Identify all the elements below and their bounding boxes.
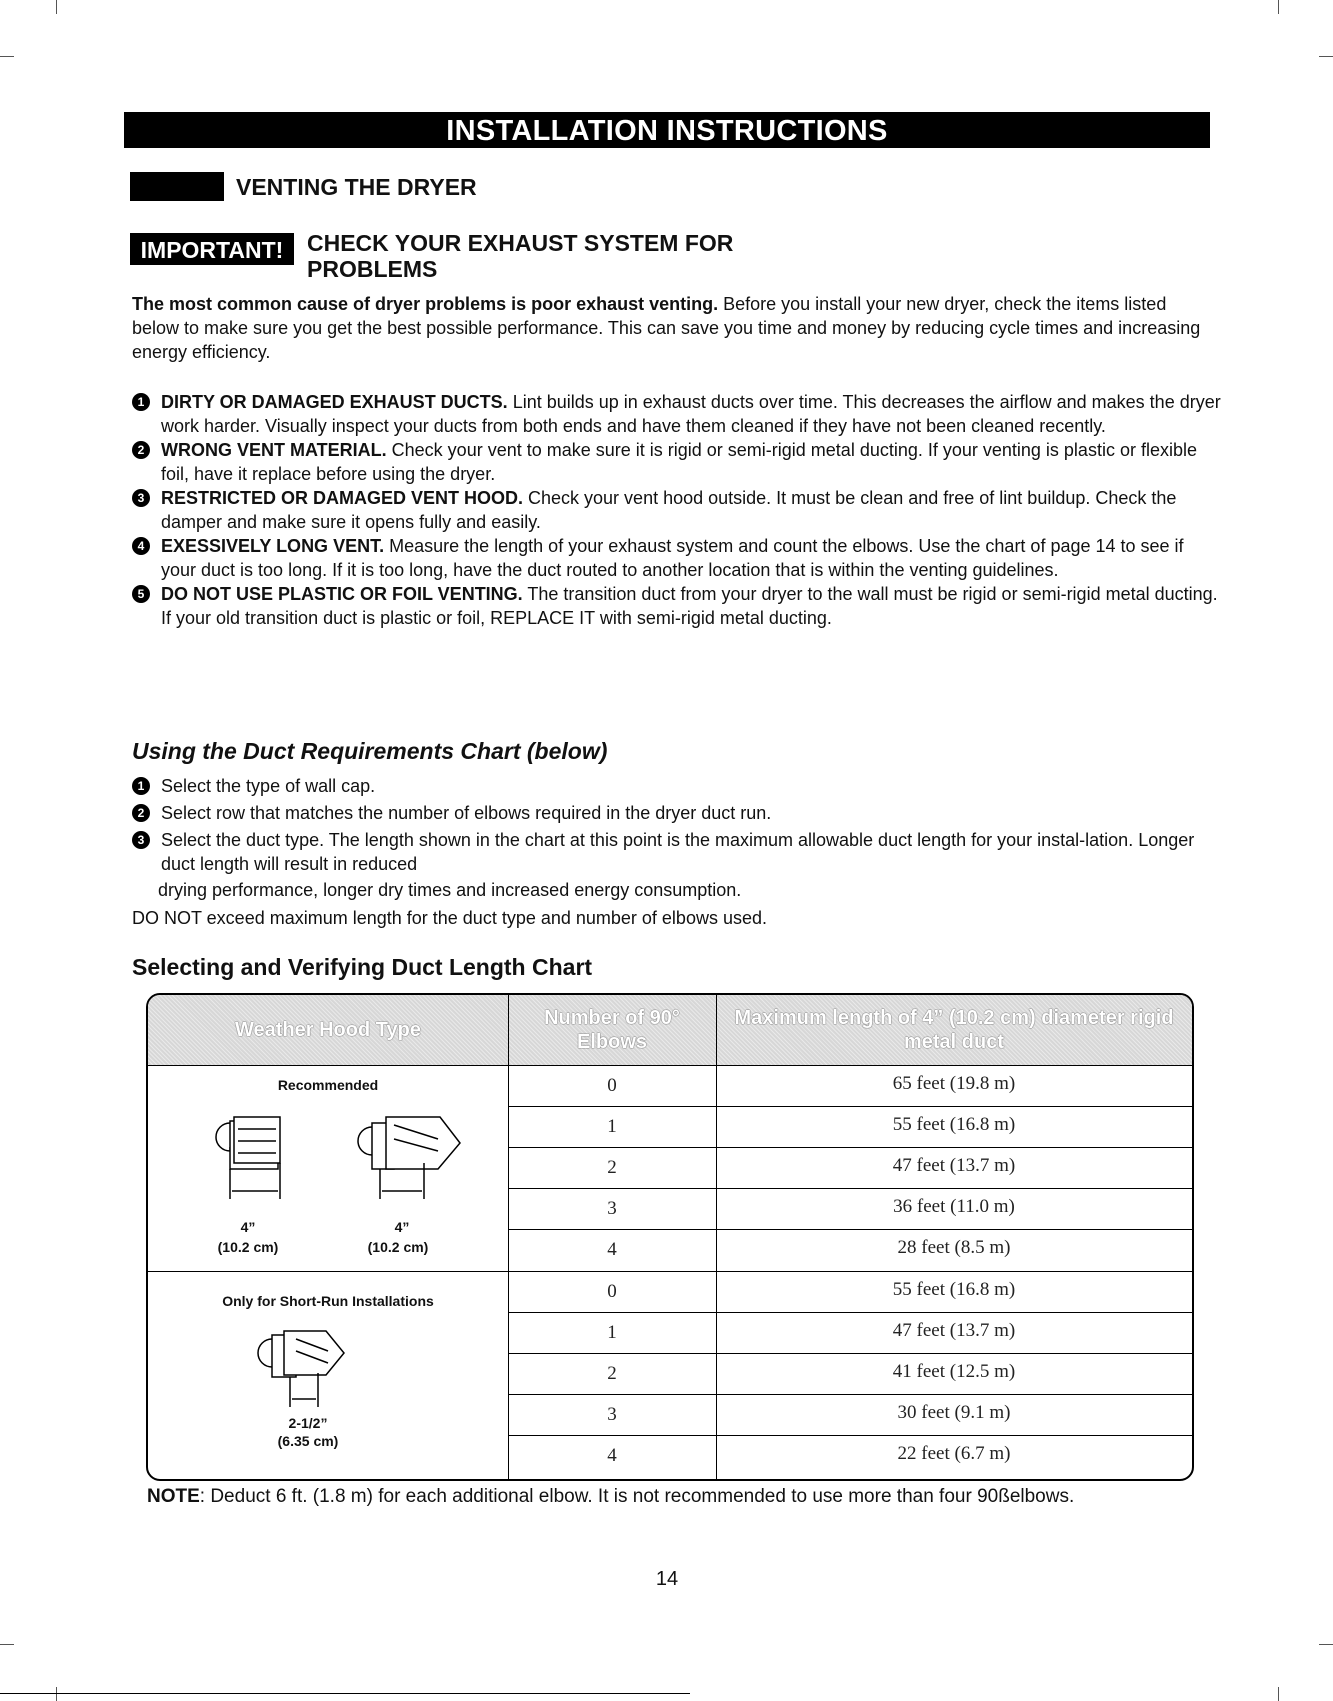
crop-mark bbox=[1278, 0, 1279, 14]
number-badge: 3 bbox=[132, 831, 150, 849]
number-badge: 2 bbox=[132, 441, 150, 459]
length-cell: 41 feet (12.5 m) bbox=[892, 1361, 1016, 1382]
elbows-cell: 3 bbox=[607, 1404, 617, 1425]
length-cell: 30 feet (9.1 m) bbox=[897, 1402, 1011, 1423]
number-badge: 1 bbox=[132, 393, 150, 411]
section-marker bbox=[130, 172, 224, 201]
header-label: Number of 90° bbox=[544, 1007, 680, 1029]
header-label: Elbows bbox=[576, 1031, 647, 1053]
item-title: EXESSIVELY LONG VENT. bbox=[161, 536, 385, 556]
list-item bbox=[132, 390, 1222, 438]
elbows-cell: 4 bbox=[607, 1445, 617, 1466]
crop-mark bbox=[1319, 56, 1333, 57]
elbows-cell: 2 bbox=[607, 1363, 617, 1384]
length-cell: 36 feet (11.0 m) bbox=[893, 1196, 1015, 1217]
length-cell: 65 feet (19.8 m) bbox=[892, 1073, 1016, 1094]
step-text: Select row that matches the number of elbows required in the dryer duct run. bbox=[161, 803, 772, 823]
length-cell: 28 feet (8.5 m) bbox=[897, 1237, 1011, 1258]
crop-mark bbox=[0, 56, 14, 57]
header-max-length bbox=[716, 995, 1192, 1065]
item-text: The transition duct from your dryer to the wall must be rigid or semi-rigid metal ducting. If your old transition duct is plastic or foil, REPLACE IT with semi-rigid metal ducting. bbox=[161, 584, 1218, 628]
important-title: CHECK YOUR EXHAUST SYSTEM FOR PROBLEMS bbox=[307, 230, 734, 282]
bottom-rule bbox=[0, 1693, 690, 1694]
length-cell: 55 feet (16.8 m) bbox=[892, 1114, 1016, 1135]
elbows-cell: 3 bbox=[607, 1198, 617, 1219]
crop-mark bbox=[1319, 1644, 1333, 1645]
item-text: Check your vent hood outside. It must be clean and free of lint buildup. Check the damper and make sure it opens fully and easily. bbox=[161, 488, 1177, 532]
dim-inch: 2-1/2” bbox=[288, 1415, 328, 1431]
dim-inch: 4” bbox=[394, 1219, 410, 1235]
item-text: Check your vent to make sure it is rigid or semi-rigid metal ducting. If your venting is plastic or flexible foil, have it replace before using the dryer. bbox=[161, 440, 1197, 484]
header-label: metal duct bbox=[903, 1031, 1005, 1053]
dim-cm: (10.2 cm) bbox=[367, 1239, 429, 1255]
list-item bbox=[132, 828, 1222, 876]
usage-steps bbox=[132, 774, 1222, 876]
header-hood-type bbox=[148, 995, 508, 1065]
number-badge: 1 bbox=[132, 777, 150, 795]
item-title: WRONG VENT MATERIAL. bbox=[161, 440, 387, 460]
elbows-cell: 2 bbox=[607, 1157, 617, 1178]
header-elbows bbox=[508, 995, 716, 1065]
list-item bbox=[132, 801, 1222, 825]
item-title: DO NOT USE PLASTIC OR FOIL VENTING. bbox=[161, 584, 523, 604]
problem-list bbox=[132, 390, 1222, 630]
recommended-hood-diagrams bbox=[148, 1099, 508, 1211]
list-item bbox=[132, 534, 1222, 582]
short-run-hood-diagram bbox=[148, 1315, 508, 1425]
length-cell: 47 feet (13.7 m) bbox=[892, 1320, 1016, 1341]
page-banner: INSTALLATION INSTRUCTIONS bbox=[124, 112, 1210, 148]
crop-mark bbox=[1278, 1687, 1279, 1701]
length-cell: 47 feet (13.7 m) bbox=[892, 1155, 1016, 1176]
note-label: NOTE bbox=[147, 1486, 200, 1507]
usage-continuation: drying performance, longer dry times and increased energy consumption. bbox=[158, 880, 742, 900]
elbows-cell: 1 bbox=[607, 1322, 617, 1343]
usage-heading: Using the Duct Requirements Chart (below) bbox=[132, 738, 608, 764]
list-item bbox=[132, 486, 1222, 534]
angled-hood-icon bbox=[258, 1331, 344, 1407]
step-text: Select the type of wall cap. bbox=[161, 776, 376, 796]
item-text: Lint builds up in exhaust ducts over time. This decreases the airflow and makes the dryer work harder. Visually inspect your ducts from both ends and have them cleaned if they have not been cleaned recently. bbox=[161, 392, 1221, 436]
group-divider bbox=[148, 1271, 1192, 1272]
row-divider bbox=[508, 1229, 1192, 1230]
page-number: 14 bbox=[655, 1568, 679, 1590]
item-title: DIRTY OR DAMAGED EXHAUST DUCTS. bbox=[161, 392, 508, 412]
header-label: Weather Hood Type bbox=[235, 1019, 421, 1041]
note bbox=[147, 1486, 1074, 1508]
row-divider bbox=[508, 1353, 1192, 1354]
elbows-cell: 0 bbox=[607, 1281, 617, 1302]
dim-cm: (10.2 cm) bbox=[217, 1239, 279, 1255]
crop-mark bbox=[56, 0, 57, 14]
intro-bold: The most common cause of dryer problems is poor exhaust venting. bbox=[132, 294, 719, 314]
intro-text: Before you install your new dryer, check the items listed below to make sure you get the best possible performance. This can save you time and money by reducing cycle times and increasing energy efficiency. bbox=[132, 294, 1201, 362]
row-divider bbox=[508, 1147, 1192, 1148]
length-cell: 22 feet (6.7 m) bbox=[897, 1443, 1011, 1464]
elbows-cell: 1 bbox=[607, 1116, 617, 1137]
header-divider bbox=[148, 1065, 1192, 1066]
row-divider bbox=[508, 1435, 1192, 1436]
row-divider bbox=[508, 1106, 1192, 1107]
row-divider bbox=[508, 1312, 1192, 1313]
box-hood-icon bbox=[216, 1117, 280, 1199]
item-text: Measure the length of your exhaust system and count the elbows. Use the chart of page 14 to see if your duct is too long. If it is too long, have the duct routed to another location that is within the venting guidelines. bbox=[161, 536, 1184, 580]
note-text: : Deduct 6 ft. (1.8 m) for each additional elbow. It is not recommended to use more than four 90ßelbows. bbox=[199, 1486, 1075, 1507]
number-badge: 3 bbox=[132, 489, 150, 507]
louver-hood-icon bbox=[358, 1117, 460, 1199]
hood-group-label: Recommended bbox=[277, 1077, 379, 1093]
elbows-cell: 0 bbox=[607, 1075, 617, 1096]
number-badge: 5 bbox=[132, 585, 150, 603]
header-label: Maximum length of 4” (10.2 cm) diameter rigid bbox=[734, 1007, 1174, 1029]
number-badge: 2 bbox=[132, 804, 150, 822]
dim-inch: 4” bbox=[240, 1219, 256, 1235]
list-item bbox=[132, 582, 1222, 630]
number-badge: 4 bbox=[132, 537, 150, 555]
chart-title: Selecting and Verifying Duct Length Chart bbox=[132, 954, 593, 980]
list-item bbox=[132, 774, 1222, 798]
hood-group-label: Only for Short-Run Installations bbox=[222, 1293, 434, 1309]
usage-warning: DO NOT exceed maximum length for the duct type and number of elbows used. bbox=[132, 908, 767, 928]
list-item bbox=[132, 438, 1222, 486]
crop-mark bbox=[56, 1687, 57, 1701]
row-divider bbox=[508, 1188, 1192, 1189]
elbows-cell: 4 bbox=[607, 1239, 617, 1260]
item-title: RESTRICTED OR DAMAGED VENT HOOD. bbox=[161, 488, 524, 508]
important-badge: IMPORTANT! bbox=[130, 233, 294, 265]
crop-mark bbox=[0, 1644, 14, 1645]
duct-length-table bbox=[146, 993, 1194, 1481]
intro-paragraph bbox=[132, 292, 1217, 364]
length-cell: 55 feet (16.8 m) bbox=[892, 1279, 1016, 1300]
section-title: VENTING THE DRYER bbox=[236, 174, 477, 200]
dim-cm: (6.35 cm) bbox=[277, 1433, 339, 1449]
row-divider bbox=[508, 1394, 1192, 1395]
step-text: Select the duct type. The length shown in the chart at this point is the maximum allowable duct length for your instal-lation. Longer duct length will result in reduced bbox=[161, 830, 1195, 874]
